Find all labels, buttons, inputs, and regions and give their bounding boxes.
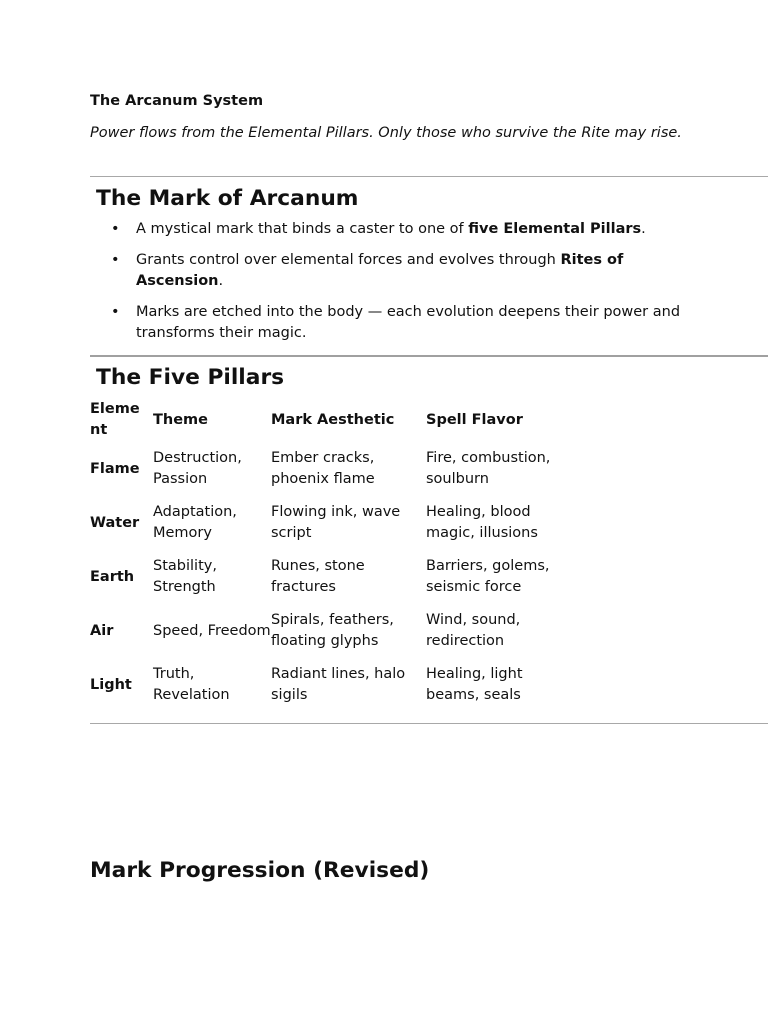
section-heading-pillars: The Five Pillars (96, 365, 285, 390)
list-item (90, 250, 690, 292)
bullet-bold-text: Rites of Ascension (136, 252, 624, 289)
divider (90, 355, 768, 357)
table-row (90, 604, 576, 658)
table-row (90, 550, 576, 604)
divider (90, 176, 768, 177)
cell-theme: Truth, Revelation (153, 666, 230, 703)
cell-spell: Wind, sound, redirection (426, 612, 521, 649)
cell-spell: Fire, combustion, soulburn (426, 450, 551, 487)
bullet-text: Grants control over elemental forces and evolves through (136, 252, 561, 268)
cell-aesthetic: Flowing ink, wave script (271, 504, 401, 541)
cell-aesthetic: Spirals, feathers, floating glyphs (271, 612, 394, 649)
cell-aesthetic: Radiant lines, halo sigils (271, 666, 406, 703)
cell-spell: Healing, blood magic, illusions (426, 504, 538, 541)
table-row (90, 496, 576, 550)
cell-element: Water (90, 514, 140, 531)
bullet-text-end: . (218, 273, 224, 289)
cell-element: Earth (90, 568, 135, 585)
cell-aesthetic: Ember cracks, phoenix flame (271, 450, 375, 487)
cell-theme: Stability, Strength (153, 558, 217, 595)
bullet-icon: • (111, 252, 120, 268)
cell-spell: Healing, light beams, seals (426, 666, 523, 703)
mark-bullet-list (90, 219, 690, 354)
section-heading-mark: The Mark of Arcanum (96, 186, 359, 211)
bullet-text: Marks are etched into the body — each evolution deepens their power and transforms their magic. (136, 304, 681, 341)
bullet-text: A mystical mark that binds a caster to one of (136, 221, 469, 237)
bullet-bold-text: five Elemental Pillars (468, 221, 642, 237)
cell-spell: Barriers, golems, seismic force (426, 558, 550, 595)
cell-theme: Destruction, Passion (153, 450, 242, 487)
column-header-theme: Theme (153, 411, 208, 428)
document-title: The Arcanum System (90, 93, 264, 109)
cell-theme: Speed, Freedom (153, 622, 271, 639)
section-heading-progression: Mark Progression (Revised) (90, 858, 430, 883)
table-row (90, 658, 576, 712)
column-header-spell: Spell Flavor (426, 411, 523, 428)
column-header-aesthetic: Mark Aesthetic (271, 411, 395, 428)
pillars-table (90, 398, 576, 712)
cell-aesthetic: Runes, stone fractures (271, 558, 365, 595)
column-header-element (90, 398, 153, 442)
cell-element: Flame (90, 460, 140, 477)
list-item (90, 302, 690, 344)
bullet-text-end: . (641, 221, 646, 237)
bullet-icon: • (111, 221, 120, 237)
cell-element: Light (90, 676, 132, 693)
cell-element: Air (90, 622, 114, 639)
document-subtitle: Power flows from the Elemental Pillars. Only those who survive the Rite may rise. (90, 125, 682, 141)
column-header-element-label: Element (90, 401, 140, 438)
list-item (90, 219, 690, 240)
table-row (90, 442, 576, 496)
bullet-icon: • (111, 304, 120, 320)
cell-theme: Adaptation, Memory (153, 504, 237, 541)
table-header-row (90, 398, 576, 442)
divider (90, 723, 768, 724)
